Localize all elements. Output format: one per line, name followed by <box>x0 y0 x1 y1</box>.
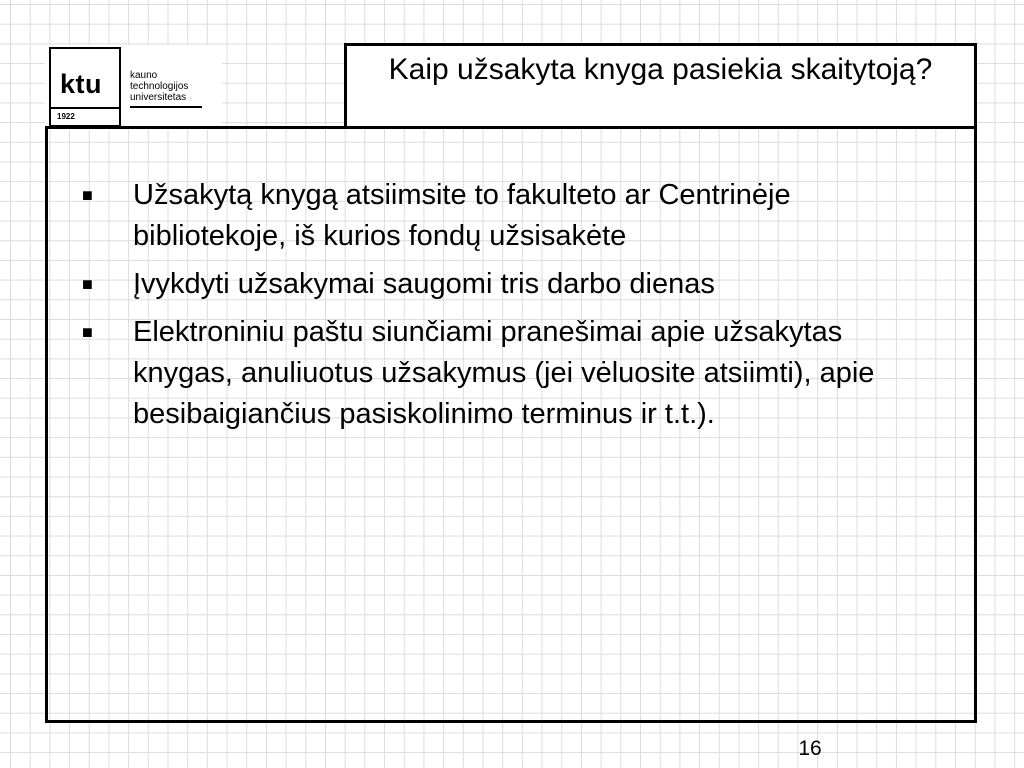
logo-mark <box>49 47 121 127</box>
square-bullet-icon: ■ <box>82 322 93 342</box>
slide-title: Kaip užsakyta knyga pasiekia skaitytoją? <box>388 53 933 86</box>
page-number: 16 <box>798 737 822 760</box>
logo-line-universitetas: universitetas <box>130 92 187 103</box>
logo-university-name <box>130 70 188 103</box>
bullet-list <box>82 175 942 442</box>
logo-wordmark: ktu <box>60 69 102 99</box>
ktu-logo <box>45 45 222 130</box>
bullet-text: Elektroniniu paštu siunčiami pranešimai apie užsakytas knygas, anuliuotus užsakymus (jei vėluosite atsiimti), apie besibaigiančius pasiskolinimo terminus ir t.t.). <box>133 316 875 430</box>
logo-year: 1922 <box>57 112 75 121</box>
title-box <box>344 43 977 129</box>
bullet-text: Užsakytą knygą atsiimsite to fakulteto ar Centrinėje bibliotekoje, iš kurios fondų užsisakėte <box>133 179 791 252</box>
content-box <box>45 126 977 723</box>
bullet-item <box>82 175 942 257</box>
bullet-item <box>82 312 942 435</box>
square-bullet-icon: ■ <box>82 185 93 205</box>
bullet-text: Įvykdyti užsakymai saugomi tris darbo dienas <box>133 268 715 300</box>
logo-underline <box>130 106 202 108</box>
bullet-item <box>82 264 942 305</box>
logo-line-kauno: kauno <box>130 70 158 81</box>
square-bullet-icon: ■ <box>82 274 93 294</box>
logo-line-technologijos: technologijos <box>130 81 189 92</box>
logo-divider <box>51 107 119 109</box>
